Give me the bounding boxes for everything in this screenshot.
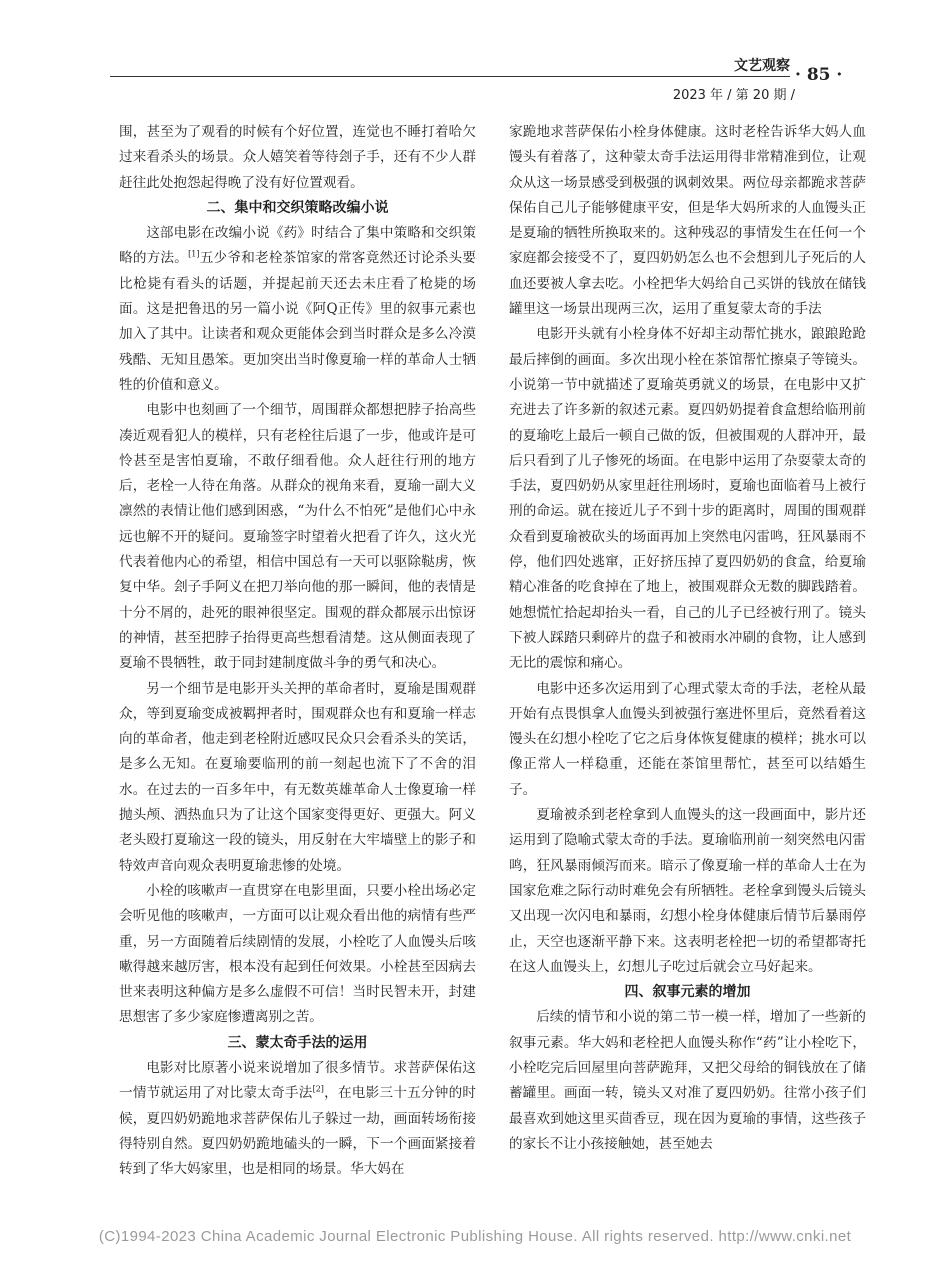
paragraph-text: 五少爷和老栓茶馆家的常客竟然还讨论杀头要比枪毙有看头的话题，并提起前天还去未庄看了枪毙的场面。这是把鲁迅的另一篇小说《阿Q正传》里的叙事元素也加入了其中。让读者和观众更能体会到当时群众是多么冷漠残酷、无知且愚笨。更加突出当时像夏瑜一样的革命人士牺牲的价值和意义。 — [119, 250, 476, 393]
paragraph: 家跪地求菩萨保佑小栓身体健康。这时老栓告诉华大妈人血馒头有着落了，这种蒙太奇手法运用得非常精准到位，让观众从这一场景感受到极强的讽刺效果。两位母亲都跪求菩萨保佑自己儿子能够健康平安，但是华大妈所求的人血馒头正是夏瑜的牺牲所换取来的。这种残忍的事情发生在任何一个家庭都会接受不了，夏四奶奶怎么也不会想到儿子死后的人血还要被人拿去吃。小栓把华大妈给自己买饼的钱放在储钱罐里这一场景出现两三次，运用了重复蒙太奇的手法 — [509, 124, 866, 318]
issue-info: 2023 年 / 第 20 期 / — [672, 88, 795, 103]
section-heading: 二、集中和交织策略改编小说 — [206, 199, 389, 216]
paragraph: 电影中还多次运用到了心理式蒙太奇的手法，老栓从最开始有点畏惧拿人血馒头到被强行塞进怀里后，竟然看着这馒头在幻想小栓吃了它之后身体恢复健康的模样；挑水可以像正常人一样稳重，还能在茶馆里帮忙，甚至可以结婚生子。 — [509, 680, 866, 798]
paragraph: 夏瑜被杀到老栓拿到人血馒头的这一段画面中，影片还运用到了隐喻式蒙太奇的手法。夏瑜临刑前一刻突然电闪雷鸣，狂风暴雨倾泻而来。暗示了像夏瑜一样的革命人士在为国家危难之际行动时难免会有所牺牲。老栓拿到馒头后镜头又出现一次闪电和暴雨，幻想小栓身体健康后情节后暴雨停止，天空也逐渐平静下来。这表明老栓把一切的希望都寄托在这人血馒头上，幻想儿子吃过后就会立马好起来。 — [509, 807, 866, 975]
paragraph — [119, 221, 476, 398]
citation-ref: [1] — [188, 249, 200, 259]
paragraph-text: ，在电影三十五分钟的时候，夏四奶奶跪地求菩萨保佑儿子躲过一劫，画面转场衔接得特别自然。夏四奶奶跪地磕头的一瞬，下一个画面紧接着转到了华大妈家里，也是相同的场景。华大妈在 — [119, 1085, 476, 1178]
paragraph: 另一个细节是电影开头关押的革命者时，夏瑜是围观群众，等到夏瑜变成被羁押者时，围观群众也有和夏瑜一样志向的革命者，他走到老栓附近感叹民众只会看杀头的笑话，是多么无知。在夏瑜要临刑的前一刻起也流下了不舍的泪水。在过去的一百多年中，有无数英雄革命人士像夏瑜一样抛头颅、洒热血只为了让这个国家变得更好、更强大。阿义老头殴打夏瑜这一段的镜头，用反射在大牢墙壁上的影子和特效声音向观众表明夏瑜悲惨的处境。 — [119, 680, 476, 874]
left-column — [119, 120, 476, 1182]
journal-name: 文艺观察 — [734, 58, 790, 74]
page-number: · 85 · — [795, 65, 843, 85]
section-heading: 三、蒙太奇手法的运用 — [227, 1034, 368, 1051]
page-header — [0, 0, 950, 110]
paragraph: 电影开头就有小栓身体不好却主动帮忙挑水，踉踉跄跄最后摔倒的画面。多次出现小栓在茶馆帮忙擦桌子等镜头。小说第一节中就描述了夏瑜英勇就义的场景，在电影中又扩充进去了许多新的叙述元素。夏四奶奶提着食盒想给临刑前的夏瑜吃上最后一顿自己做的饭，但被围观的人群冲开，最后只看到了儿子惨死的场面。在电影中运用了杂耍蒙太奇的手法，夏四奶奶从家里赶往刑场时，夏瑜也面临着马上被行刑的命运。就在接近儿子不到十步的距离时，周围的围观群众看到夏瑜被砍头的场面再加上突然电闪雷鸣，狂风暴雨不停，他们四处逃窜，正好挤压掉了夏四奶奶的食盒，给夏瑜精心准备的吃食掉在了地上，被围观群众无数的脚践踏着。她想慌忙拾起却抬头一看，自己的儿子已经被行刑了。镜头下被人踩踏只剩碎片的盘子和被雨水冲刷的食物，让人感到无比的震惊和痛心。 — [509, 326, 866, 672]
paragraph: 电影中也刻画了一个细节，周围群众都想把脖子抬高些凑近观看犯人的模样，只有老栓往后退了一步，他或许是可怜甚至是害怕夏瑜，不敢仔细看他。众人赶往行刑的地方后，老栓一人待在角落。从群众的视角来看，夏瑜一副大义凛然的表情让他们感到困惑，“为什么不怕死”是他们心中永远也解不开的疑问。夏瑜签字时望着火把看了许久，这火光代表着他内心的希望，相信中国总有一天可以驱除鞑虏，恢复中华。刽子手阿义在把刀举向他的那一瞬间，他的表情是十分不屑的，赴死的眼神很坚定。围观的群众都展示出惊讶的神情，甚至把脖子抬得更高些想看清楚。这从侧面表现了夏瑜不畏牺牲，敢于同封建制度做斗争的勇气和决心。 — [119, 402, 476, 672]
paragraph-text: 电影对比原著小说来说增加了很多情节。求菩萨保佑这一情节就运用了对比蒙太奇手法 — [119, 1059, 476, 1102]
copyright-footer: (C)1994-2023 China Academic Journal Electronic Publishing House. All rights reserved. http://www.cnki.net — [98, 1228, 852, 1245]
header-rule — [110, 76, 790, 77]
section-heading: 四、叙事元素的增加 — [624, 984, 751, 1001]
paragraph: 小栓的咳嗽声一直贯穿在电影里面，只要小栓出场必定会听见他的咳嗽声，一方面可以让观众看出他的病情有些严重，另一方面随着后续剧情的发展，小栓吃了人血馒头后咳嗽得越来越厉害，根本没有起到任何效果。小栓甚至因病去世来表明这种偏方是多么虚假不可信！当时民智未开，封建思想害了多少家庭惨遭离别之苦。 — [119, 882, 476, 1026]
paragraph — [119, 1056, 476, 1182]
paragraph-text: 这部电影在改编小说《药》时结合了集中策略和交织策略的方法。 — [119, 225, 476, 267]
citation-ref: [2] — [312, 1084, 324, 1094]
paragraph: 后续的情节和小说的第二节一模一样，增加了一些新的叙事元素。华大妈和老栓把人血馒头称作“药”让小栓吃下，小栓吃完后回屋里向菩萨跪拜，又把父母给的铜钱放在了储蓄罐里。画面一转，镜头又对准了夏四奶奶。往常小孩子们最喜欢到她这里买茴香豆，现在因为夏瑜的事情，这些孩子的家长不让小孩接触她，甚至她去 — [509, 1009, 866, 1152]
paragraph: 围，甚至为了观看的时候有个好位置，连觉也不睡打着哈欠过来看杀头的场景。众人嬉笑着等待刽子手，还有不少人群赶往此处抱怨起得晚了没有好位置观看。 — [119, 124, 476, 191]
right-column — [509, 120, 866, 1182]
